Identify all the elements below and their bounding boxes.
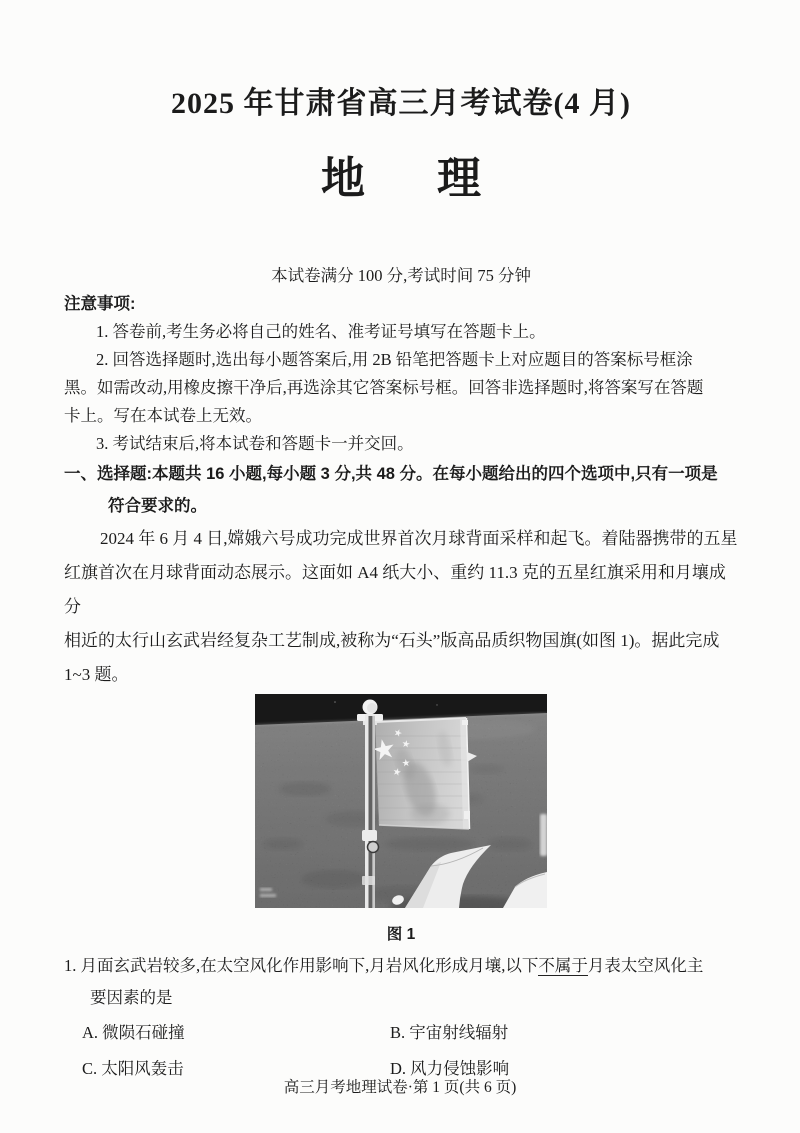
figure-1	[64, 694, 738, 944]
exam-info-line: 本试卷满分 100 分,考试时间 75 分钟	[271, 266, 531, 285]
subject-char-1: 地	[321, 154, 365, 203]
question-1-line2: 要因素的是	[90, 988, 173, 1007]
china-flag	[371, 718, 477, 829]
passage-line-1: 2024 年 6 月 4 日,嫦娥六号成功完成世界首次月球背面采样和起飞。着陆器携带的五星	[100, 529, 738, 548]
figure-1-caption: 图 1	[386, 926, 416, 943]
option-c: C. 太阳风轰击	[82, 1059, 184, 1078]
reading-passage	[64, 522, 738, 692]
section-one-line2: 符合要求的。	[108, 497, 207, 515]
notice-item-2: 2. 回答选择题时,选出每小题答案后,用 2B 铅笔把答题卡上对应题目的答案标号框涂	[96, 350, 693, 369]
question-1-line1	[64, 950, 738, 982]
question-1-text: 1. 月面玄武岩较多,在太空风化作用影响下,月岩风化形成月壤,以下	[64, 956, 539, 975]
notice-heading: 注意事项:	[64, 295, 136, 313]
notice-item-3: 3. 考试结束后,将本试卷和答题卡一并交回。	[96, 434, 414, 453]
notice-item-2-cont2: 卡上。写在本试卷上无效。	[64, 406, 262, 425]
question-1	[64, 950, 738, 1080]
notice-item-1: 1. 答卷前,考生务必将自己的姓名、准考证号填写在答题卡上。	[96, 322, 546, 341]
question-1-text-after: 月表太空风化主	[587, 956, 704, 975]
subject-char-2: 理	[437, 154, 481, 203]
section-one-line1: 一、选择题:本题共 16 小题,每小题 3 分,共 48 分。在每小题给出的四个选项中,只有一项是	[64, 465, 718, 483]
passage-line-3: 相近的太行山玄武岩经复杂工艺制成,被称为“石头”版高品质织物国旗(如图 1)。据此完成	[64, 631, 720, 650]
page-footer: 高三月考地理试卷·第 1 页(共 6 页)	[283, 1079, 517, 1096]
option-b: B. 宇宙射线辐射	[390, 1023, 509, 1042]
notice-section	[64, 290, 738, 458]
page-title: 2025 年甘肃省高三月考试卷(4 月)	[171, 87, 631, 120]
subject-title	[64, 150, 738, 207]
option-a: A. 微陨石碰撞	[82, 1023, 185, 1042]
section-one-header	[64, 458, 738, 522]
option-d: D. 风力侵蚀影响	[390, 1059, 510, 1078]
question-1-emphasis: 不属于	[538, 956, 588, 975]
passage-line-2: 红旗首次在月球背面动态展示。这面如 A4 纸大小、重约 11.3 克的五星红旗采用和月壤成分	[64, 563, 726, 616]
passage-line-4: 1~3 题。	[64, 665, 129, 684]
moon-flag-photo	[255, 694, 547, 908]
notice-item-2-cont: 黑。如需改动,用橡皮擦干净后,再选涂其它答案标号框。回答非选择题时,将答案写在答题	[64, 378, 704, 397]
question-1-options	[64, 1022, 738, 1080]
